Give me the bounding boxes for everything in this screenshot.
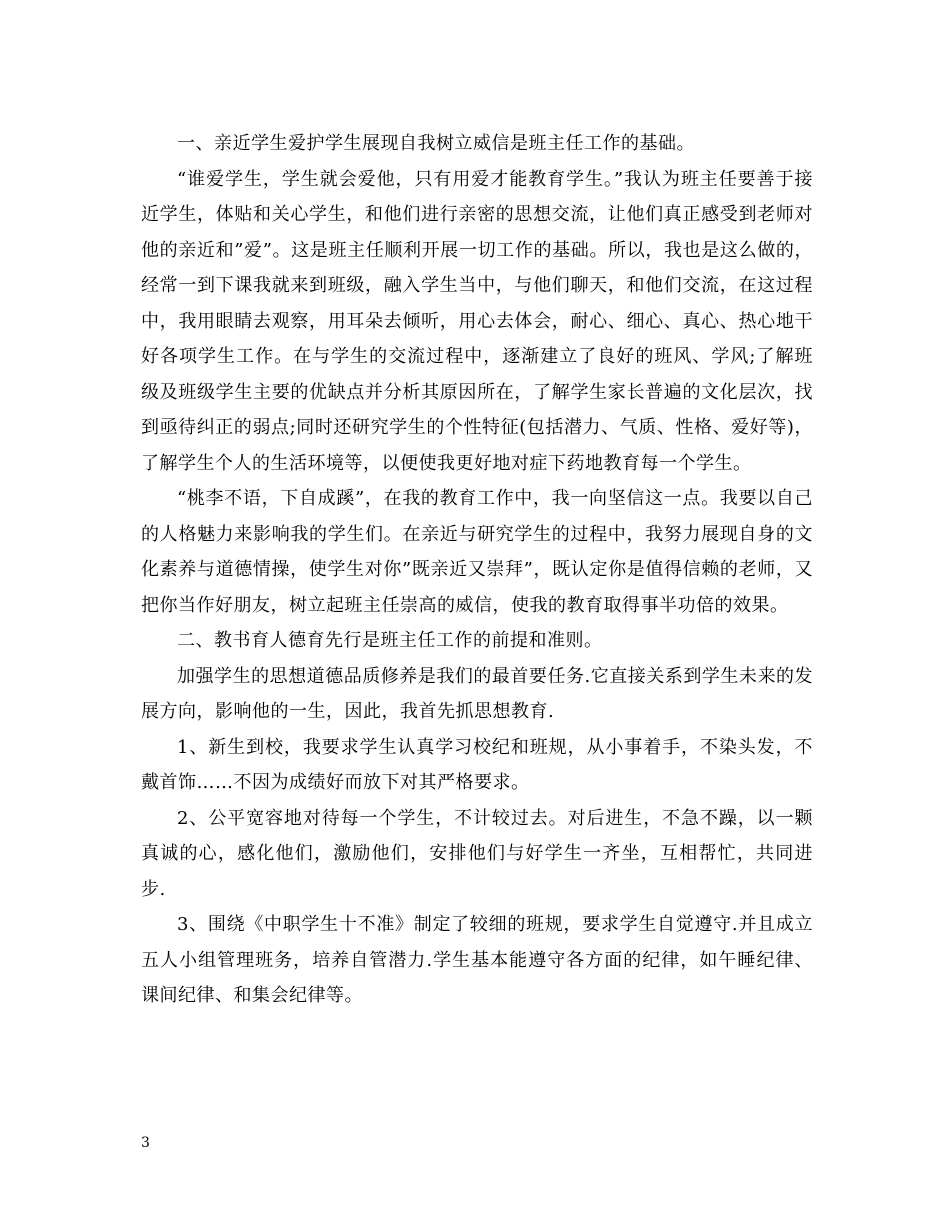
section-heading-1: 一、亲近学生爱护学生展现自我树立威信是班主任工作的基础。 [177, 133, 695, 154]
body-paragraph: “桃李不语，下自成蹊”，在我的教育工作中，我一向坚信这一点。我要以自己的人格魅力来影响我的学生们。在亲近与研究学生的过程中，我努力展现自身的文化素养与道德情操，使学生对你”既亲近又崇拜”，既认定你是值得信赖的老师，又把你当作好朋友，树立起班主任崇高的威信，使我的教育取得事半功倍的效果。 [141, 488, 813, 616]
list-item-1: 1、新生到校，我要求学生认真学习校纪和班规，从小事着手，不染头发，不戴首饰……不因为成绩好而放下对其严格要求。 [141, 736, 813, 793]
section-heading-2: 二、教书育人德育先行是班主任工作的前提和准则。 [177, 630, 603, 651]
body-paragraph: 加强学生的思想道德品质修养是我们的最首要任务.它直接关系到学生未来的发展方向，影响他的一生，因此，我首先抓思想教育. [141, 665, 813, 722]
document-body [141, 126, 813, 1014]
page-number: 3 [141, 1135, 150, 1151]
list-item-3: 3、围绕《中职学生十不准》制定了较细的班规，要求学生自觉遵守.并且成立五人小组管理班务，培养自管潜力.学生基本能遵守各方面的纪律，如午睡纪律、课间纪律、和集会纪律等。 [141, 914, 813, 1006]
list-item-2: 2、公平宽容地对待每一个学生，不计较过去。对后进生，不急不躁，以一颗真诚的心，感化他们，激励他们，安排他们与好学生一齐坐，互相帮忙，共同进步. [141, 807, 813, 900]
body-paragraph: “谁爱学生，学生就会爱他，只有用爱才能教育学生。”我认为班主任要善于接近学生，体贴和关心学生，和他们进行亲密的思想交流，让他们真正感受到老师对他的亲近和”爱”。这是班主任顺利开展一切工作的基础。所以，我也是这么做的，经常一到下课我就来到班级，融入学生当中，与他们聊天，和他们交流，在这过程中，我用眼睛去观察，用耳朵去倾听，用心去体会，耐心、细心、真心、热心地干好各项学生工作。在与学生的交流过程中，逐渐建立了良好的班风、学风;了解班级及班级学生主要的优缺点并分析其原因所在，了解学生家长普遍的文化层次，找到亟待纠正的弱点;同时还研究学生的个性特征(包括潜力、气质、性格、爱好等)，了解学生个人的生活环境等，以便使我更好地对症下药地教育每一个学生。 [141, 168, 813, 474]
